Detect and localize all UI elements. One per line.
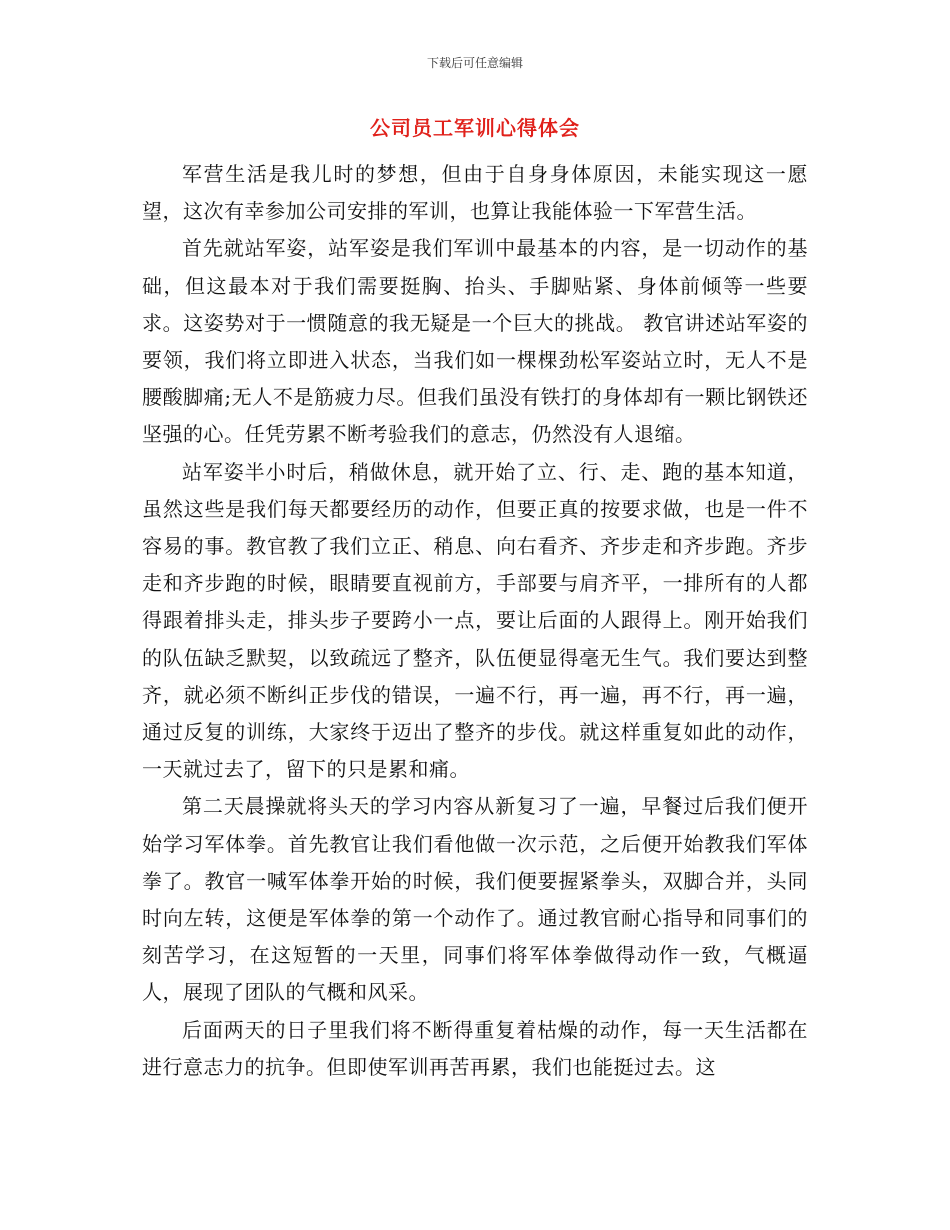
document-title: 公司员工军训心得体会	[370, 116, 580, 140]
page-header-note: 下载后可任意编辑	[426, 56, 523, 70]
paragraph-5: 后面两天的日子里我们将不断得重复着枯燥的动作，每一天生活都在进行意志力的抗争。但即使军训再苦再累，我们也能挺过去。这	[142, 1017, 808, 1079]
paragraph-2: 首先就站军姿，站军姿是我们军训中最基本的内容，是一切动作的基础，但这最本对于我们需要挺胸、抬头、手脚贴紧、身体前倾等一些要求。这姿势对于一惯随意的我无疑是一个巨大的挑战。 教官讲述站军姿的要领，我们将立即进入状态，当我们如一棵棵劲松军姿站立时，无人不是腰酸脚痛;无人不是筋疲力尽。但我们虽没有铁打的身体却有一颗比钢铁还坚强的心。任凭劳累不断考验我们的意志，仍然没有人退缩。	[142, 236, 808, 447]
document-body	[142, 156, 808, 1086]
paragraph-1: 军营生活是我儿时的梦想，但由于自身身体原因，未能实现这一愿望，这次有幸参加公司安排的军训，也算让我能体验一下军营生活。	[142, 162, 808, 224]
paragraph-4: 第二天晨操就将头天的学习内容从新复习了一遍，早餐过后我们便开始学习军体拳。首先教官让我们看他做一次示范，之后便开始教我们军体拳了。教官一喊军体拳开始的时候，我们便要握紧拳头，双脚合并，头同时向左转，这便是军体拳的第一个动作了。通过教官耐心指导和同事们的刻苦学习，在这短暂的一天里，同事们将军体拳做得动作一致，气概逼人，展现了团队的气概和风采。	[142, 794, 808, 1005]
paragraph-3: 站军姿半小时后，稍做休息，就开始了立、行、走、跑的基本知道，虽然这些是我们每天都要经历的动作，但要正真的按要求做，也是一件不容易的事。教官教了我们立正、稍息、向右看齐、齐步走和齐步跑。齐步走和齐步跑的时候，眼睛要直视前方，手部要与肩齐平，一排所有的人都得跟着排头走，排头步子要跨小一点，要让后面的人跟得上。刚开始我们的队伍缺乏默契，以致疏远了整齐，队伍便显得毫无生气。我们要达到整齐，就必须不断纠正步伐的错误，一遍不行，再一遍，再不行，再一遍，通过反复的训练，大家终于迈出了整齐的步伐。就这样重复如此的动作，一天就过去了，留下的只是累和痛。	[142, 459, 808, 782]
